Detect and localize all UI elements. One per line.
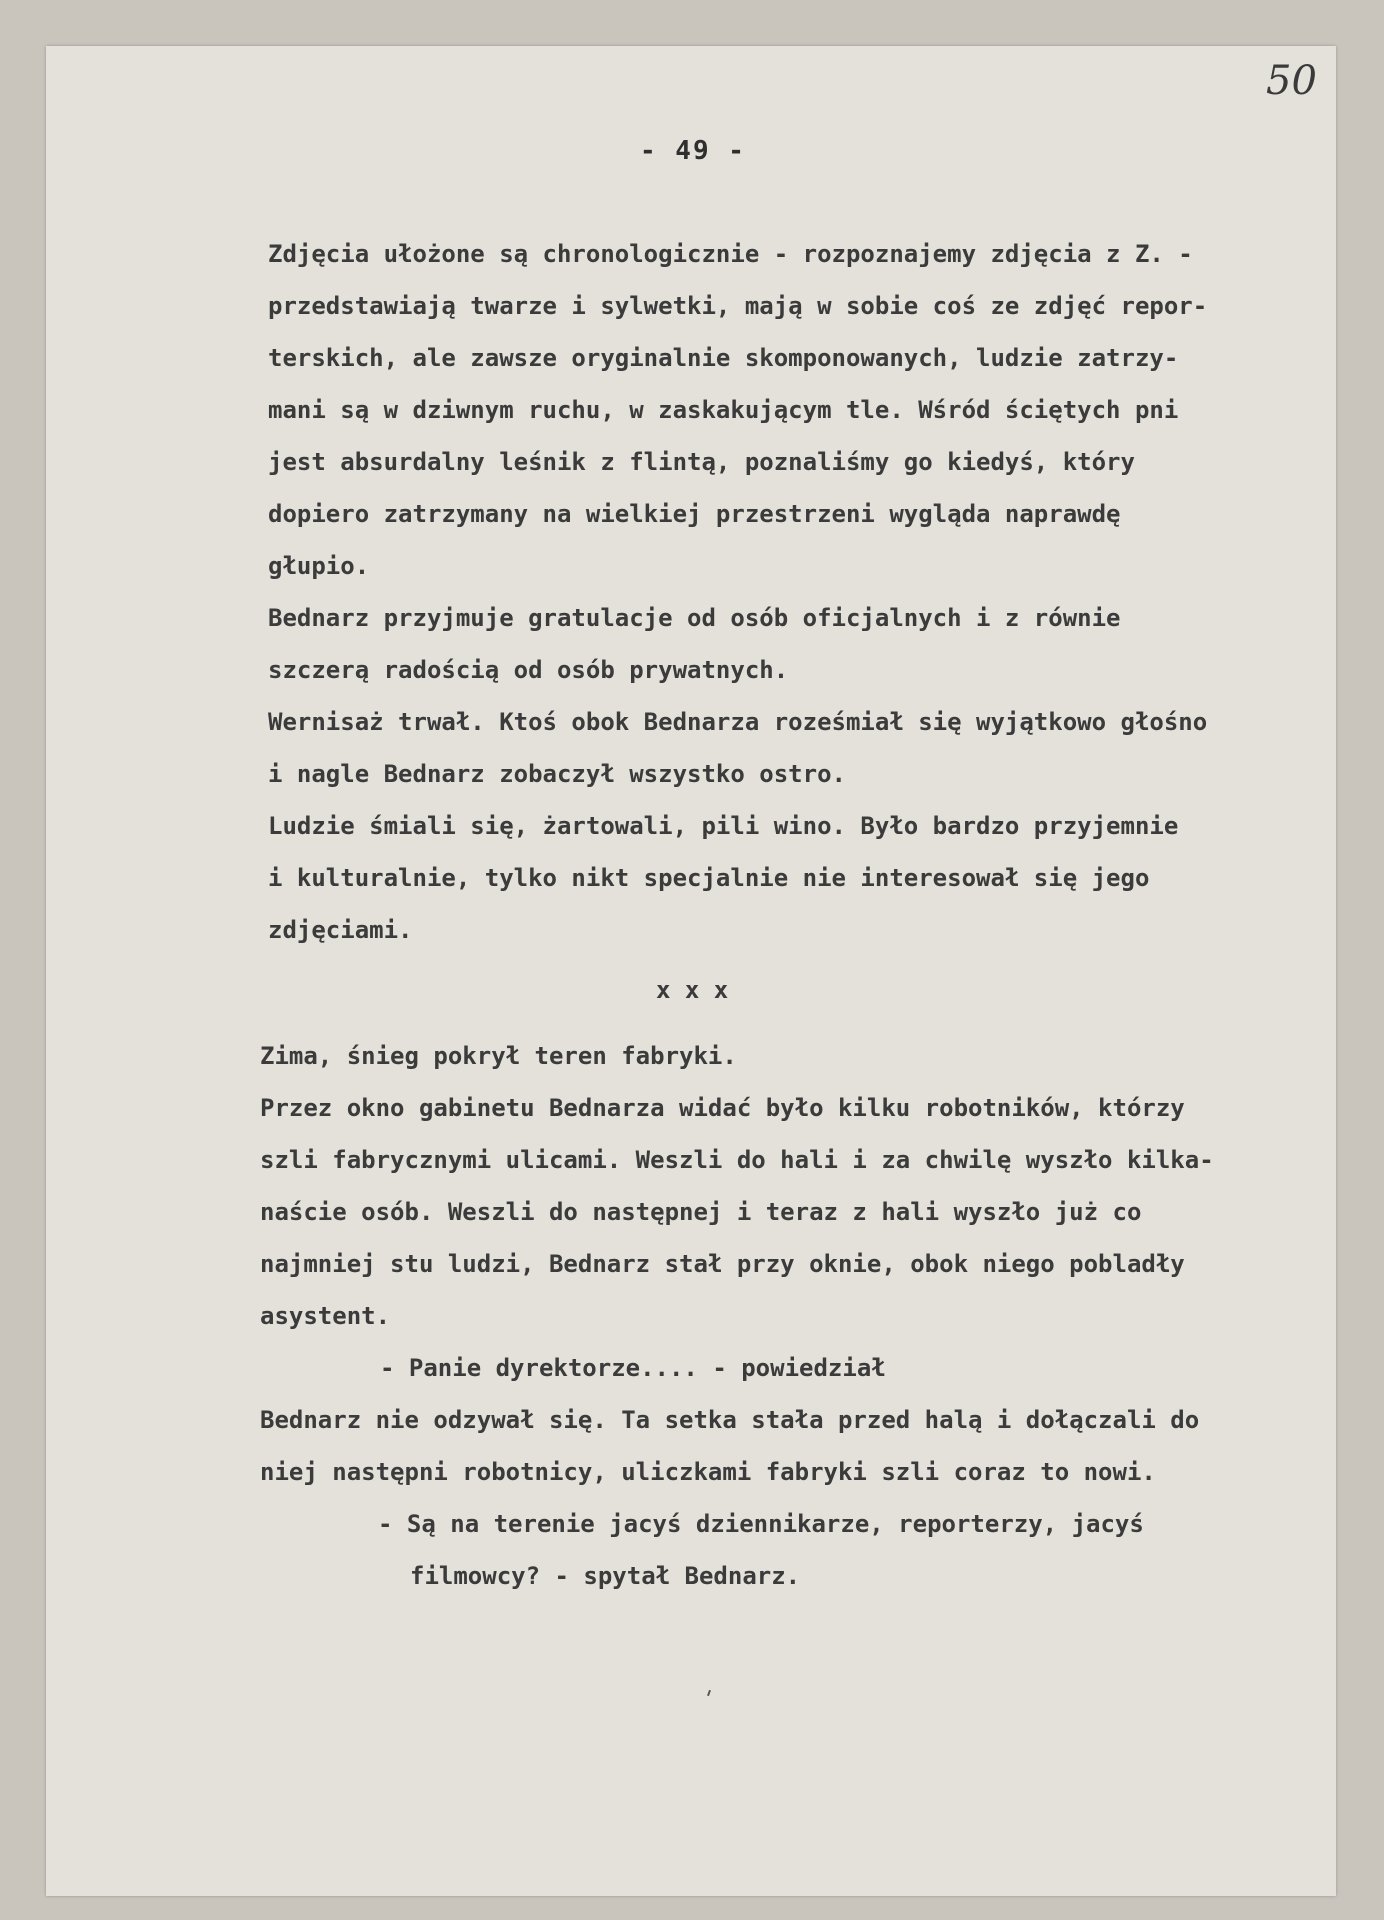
text-line: Wernisaż trwał. Ktoś obok Bednarza roześmiał się wyjątkowo głośno — [268, 708, 1208, 736]
dialogue-line: - Są na terenie jacyś dziennikarze, reporterzy, jacyś — [378, 1510, 1144, 1538]
text-line: Bednarz nie odzywał się. Ta setka stała przed halą i dołączali do — [260, 1406, 1200, 1434]
text-section-1 — [268, 228, 1328, 956]
text-line: i kulturalnie, tylko nikt specjalnie nie interesował się jego — [268, 864, 1150, 892]
text-line: najmniej stu ludzi, Bednarz stał przy oknie, obok niego pobladły — [260, 1250, 1185, 1278]
archive-page-number: 50 — [1266, 58, 1317, 104]
text-line: Bednarz przyjmuje gratulacje od osób oficjalnych i z równie — [268, 604, 1121, 632]
text-line: szli fabrycznymi ulicami. Weszli do hali i za chwilę wyszło kilka- — [260, 1146, 1214, 1174]
text-line: jest absurdalny leśnik z flintą, poznaliśmy go kiedyś, który — [268, 448, 1135, 476]
text-line: głupio. — [268, 552, 370, 580]
text-line: i nagle Bednarz zobaczył wszystko ostro. — [268, 760, 846, 788]
text-line: naście osób. Weszli do następnej i teraz z hali wyszło już co — [260, 1198, 1142, 1226]
section-separator: x x x — [656, 976, 729, 1004]
text-line: asystent. — [260, 1302, 391, 1330]
text-line: zdjęciami. — [268, 916, 413, 944]
text-line: terskich, ale zawsze oryginalnie skomponowanych, ludzie zatrzy- — [268, 344, 1179, 372]
text-line: Zdjęcia ułożone są chronologicznie - rozpoznajemy zdjęcia z Z. - — [268, 240, 1193, 268]
text-line: niej następni robotnicy, uliczkami fabryki szli coraz to nowi. — [260, 1458, 1156, 1486]
dialogue-line: filmowcy? - spytał Bednarz. — [410, 1562, 801, 1590]
dialogue-line: - Panie dyrektorze.... - powiedział — [380, 1354, 886, 1382]
text-line: Ludzie śmiali się, żartowali, pili wino. Było bardzo przyjemnie — [268, 812, 1179, 840]
page-number: - 49 - — [640, 136, 746, 166]
text-line: przedstawiają twarze i sylwetki, mają w sobie coś ze zdjęć repor- — [268, 292, 1208, 320]
text-line: szczerą radością od osób prywatnych. — [268, 656, 789, 684]
text-line: dopiero zatrzymany na wielkiej przestrzeni wygląda naprawdę — [268, 500, 1121, 528]
text-line: mani są w dziwnym ruchu, w zaskakującym tle. Wśród ściętych pni — [268, 396, 1179, 424]
text-line: Zima, śnieg pokrył teren fabryki. — [260, 1042, 737, 1070]
text-section-2 — [260, 1030, 1320, 1602]
text-line: Przez okno gabinetu Bednarza widać było kilku robotników, którzy — [260, 1094, 1185, 1122]
